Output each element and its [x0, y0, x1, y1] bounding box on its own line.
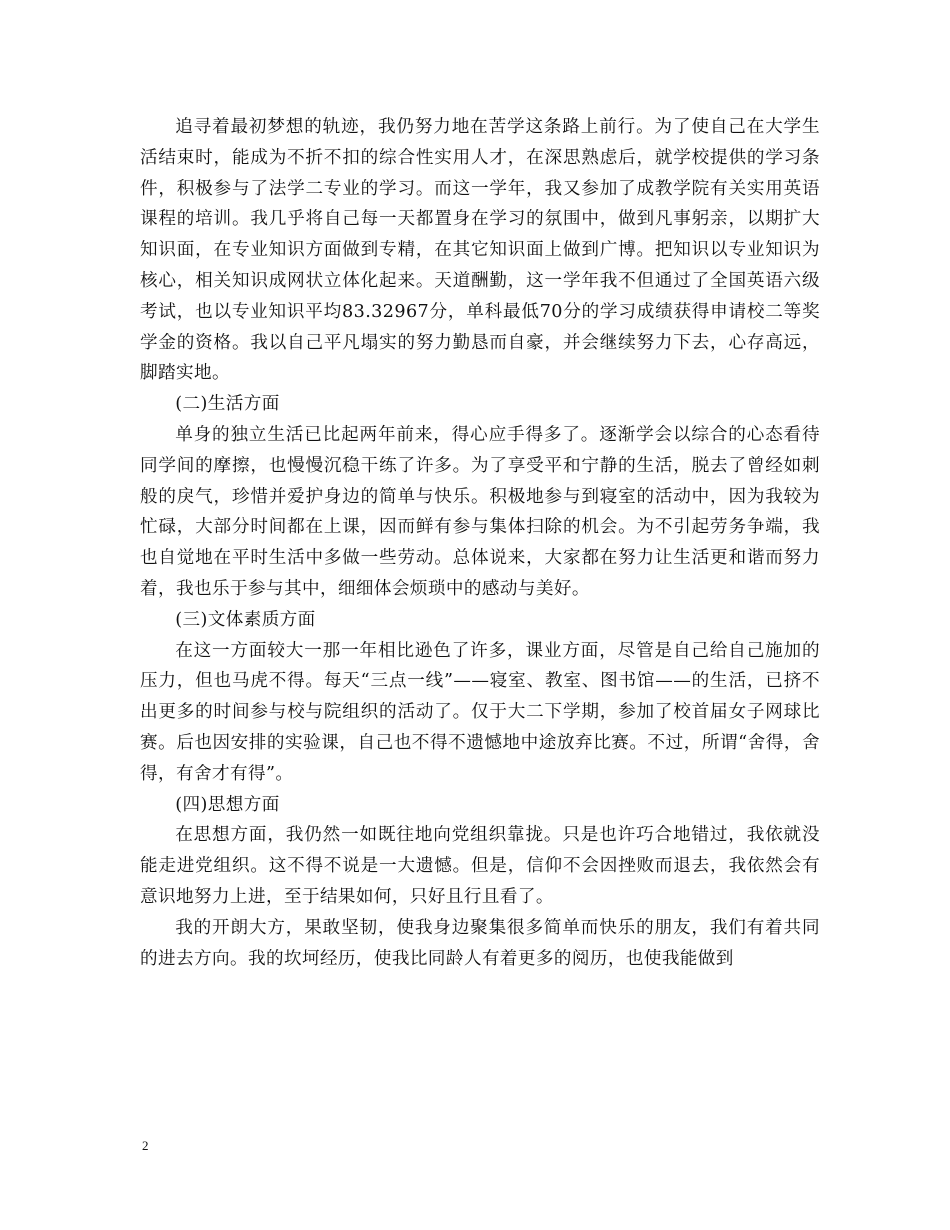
page-number: 2 [142, 1138, 149, 1153]
section-heading-life: (二)生活方面 [175, 394, 280, 415]
document-body [140, 112, 820, 974]
paragraph-ideology: 在思想方面，我仍然一如既往地向党组织靠拢。只是也许巧合地错过，我依就没能走进党组织。这不得不说是一大遗憾。但是，信仰不会因挫败而退去，我依然会有意识地努力上进，至于结果如何，只好且行且看了。 [140, 825, 820, 907]
section-heading-ideology: (四)思想方面 [175, 794, 280, 815]
paragraph-study: 追寻着最初梦想的轨迹，我仍努力地在苦学这条路上前行。为了使自己在大学生活结束时，能成为不折不扣的综合性实用人才，在深思熟虑后，就学校提供的学习条件，积极参与了法学二专业的学习。而这一学年，我又参加了成教学院有关实用英语课程的培训。我几乎将自己每一天都置身在学习的氛围中，做到凡事躬亲，以期扩大知识面，在专业知识方面做到专精，在其它知识面上做到广博。把知识以专业知识为核心，相关知识成网状立体化起来。天道酬勤，这一学年我不但通过了全国英语六级考试，也以专业知识平均83.32967分，单科最低70分的学习成绩获得申请校二等奖学金的资格。我以自己平凡塌实的努力勤恳而自豪，并会继续努力下去，心存高远，脚踏实地。 [140, 117, 820, 384]
paragraph-sports-culture: 在这一方面较大一那一年相比逊色了许多，课业方面，尽管是自己给自己施加的压力，但也马虎不得。每天“三点一线”——寝室、教室、图书馆——的生活，已挤不出更多的时间参与校与院组织的活动了。仅于大二下学期，参加了校首届女子网球比赛。后也因安排的实验课，自己也不得不遗憾地中途放弃比赛。不过，所谓“舍得，舍得，有舍才有得”。 [140, 640, 820, 784]
section-heading-sports-culture: (三)文体素质方面 [175, 609, 316, 630]
paragraph-life: 单身的独立生活已比起两年前来，得心应手得多了。逐渐学会以综合的心态看待同学间的摩擦，也慢慢沉稳干练了许多。为了享受平和宁静的生活，脱去了曾经如刺般的戾气，珍惜并爱护身边的简单与快乐。积极地参与到寝室的活动中，因为我较为忙碌，大部分时间都在上课，因而鲜有参与集体扫除的机会。为不引起劳务争端，我也自觉地在平时生活中多做一些劳动。总体说来，大家都在努力让生活更和谐而努力着，我也乐于参与其中，细细体会烦琐中的感动与美好。 [140, 424, 820, 599]
paragraph-personality: 我的开朗大方，果敢坚韧，使我身边聚集很多简单而快乐的朋友，我们有着共同的进去方向。我的坎坷经历，使我比同龄人有着更多的阅历，也使我能做到 [140, 917, 820, 969]
